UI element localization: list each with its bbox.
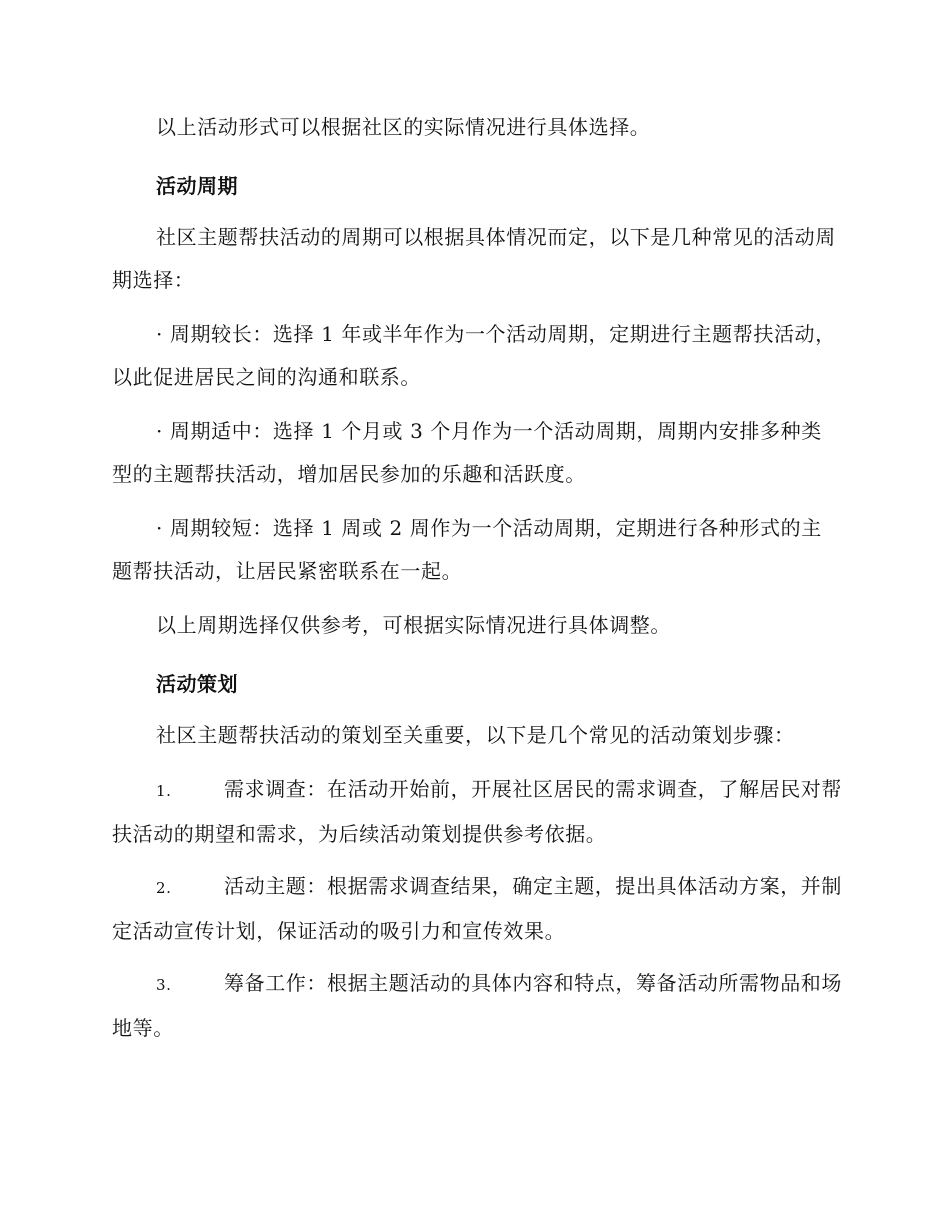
step-text: 活动主题：根据需求调查结果，确定主题，提出具体活动方案，并制定活动宣传计划，保证活动的吸引力和宣传效果。 [112,874,842,943]
cycle-closing-paragraph: 以上周期选择仅供参考，可根据实际情况进行具体调整。 [156,613,671,637]
cycle-bullet-medium: · 周期适中：选择 1 个月或 3 个月作为一个活动周期，周期内安排多种类型的主题帮扶活动，增加居民参加的乐趣和活跃度。 [112,419,822,486]
plan-step-1 [112,768,842,856]
section-heading-plan: 活动策划 [156,672,238,696]
section-heading-cycle: 活动周期 [156,174,238,198]
cycle-bullet-long: · 周期较长：选择 1 年或半年作为一个活动周期，定期进行主题帮扶活动，以此促进居民之间的沟通和联系。 [112,322,836,389]
step-text: 筹备工作：根据主题活动的具体内容和特点，筹备活动所需物品和场地等。 [112,971,842,1040]
intro-paragraph: 以上活动形式可以根据社区的实际情况进行具体选择。 [156,115,651,139]
step-number: 1. [156,782,172,800]
step-number: 3. [156,976,172,994]
cycle-lead-paragraph: 社区主题帮扶活动的周期可以根据具体情况而定，以下是几种常见的活动周期选择： [112,225,836,292]
cycle-bullet-short: · 周期较短：选择 1 周或 2 周作为一个活动周期，定期进行各种形式的主题帮扶活动，让居民紧密联系在一起。 [112,516,822,583]
plan-step-2 [112,865,842,953]
plan-step-3 [112,962,842,1050]
plan-lead-paragraph: 社区主题帮扶活动的策划至关重要，以下是几个常见的活动策划步骤： [156,723,795,747]
step-text: 需求调查：在活动开始前，开展社区居民的需求调查，了解居民对帮扶活动的期望和需求，为后续活动策划提供参考依据。 [112,777,842,846]
step-number: 2. [156,879,172,897]
